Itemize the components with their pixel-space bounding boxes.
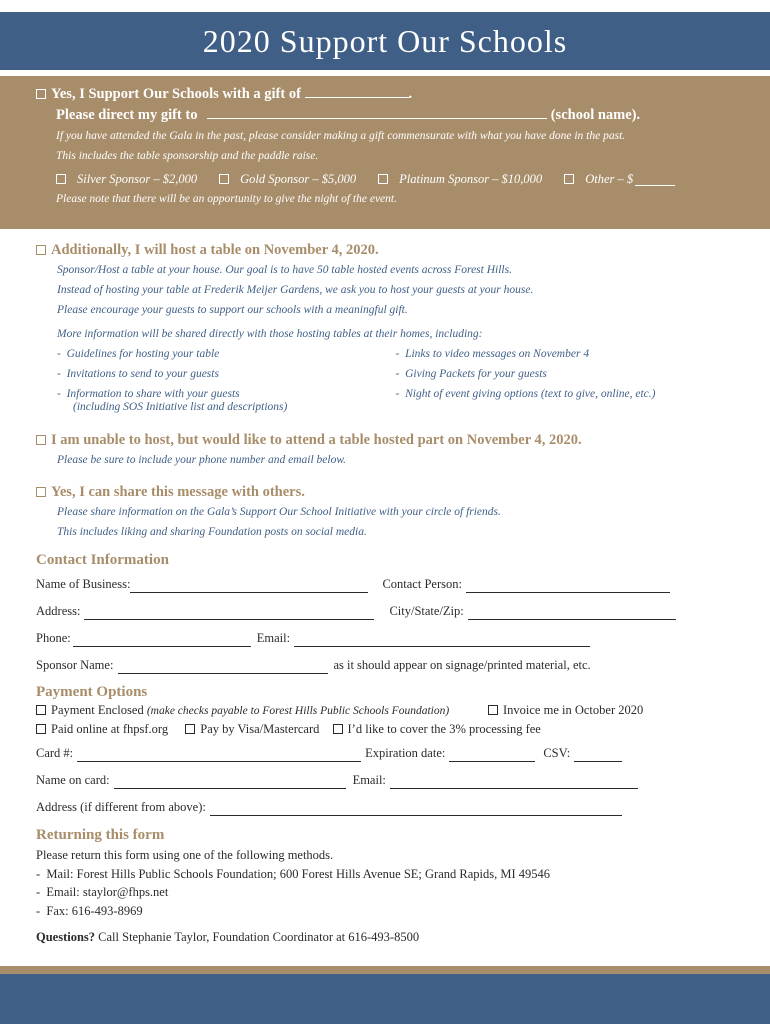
csv-label: CSV: (543, 746, 571, 760)
gift-note-1: If you have attended the Gala in the past, please consider making a gift commensurate with what you have done in the past. (56, 130, 626, 142)
host-checkbox[interactable] (36, 245, 46, 255)
contact-person-label: Contact Person: (382, 577, 462, 591)
host-line-1: Sponsor/Host a table at your house. Our goal is to have 50 table hosted events across Forest Hills. (57, 264, 512, 276)
bullet-text: Information to share with your guests (66, 388, 240, 400)
contact-heading: Contact Information (36, 552, 169, 568)
address-field[interactable] (84, 607, 374, 620)
share-checkbox[interactable] (36, 487, 46, 497)
bullet-subtext: (including SOS Initiative list and descriptions) (73, 401, 288, 413)
billing-address-field[interactable] (210, 803, 622, 816)
expiration-field[interactable] (449, 749, 535, 762)
option-label: Gold Sponsor – $5,000 (240, 172, 357, 186)
option-label: Other – $ (585, 172, 634, 186)
phone-field[interactable] (73, 634, 251, 647)
share-heading: Yes, I can share this message with others. (51, 484, 305, 500)
returning-intro: Please return this form using one of the following methods. (36, 848, 334, 862)
bullet-text: Links to video messages on November 4 (405, 348, 590, 360)
sponsor-name-tail: as it should appear on signage/printed material, etc. (333, 658, 591, 672)
share-line-2: This includes liking and sharing Foundation posts on social media. (57, 526, 367, 538)
gift-section (0, 76, 770, 229)
gift-note-2: This includes the table sponsorship and the paddle raise. (56, 150, 319, 162)
sponsor-name-label: Sponsor Name: (36, 658, 114, 672)
host-bullets (36, 344, 734, 414)
paid-online-checkbox[interactable] (36, 724, 46, 734)
payment-enclosed-checkbox[interactable] (36, 705, 46, 715)
gift-line1: Yes, I Support Our Schools with a gift of (51, 86, 301, 102)
contact-person-field[interactable] (466, 580, 670, 593)
header-band (0, 12, 770, 70)
visa-checkbox[interactable] (185, 724, 195, 734)
return-method-mail: Mail: Forest Hills Public Schools Foundation; 600 Forest Hills Avenue SE; Grand Rapids, MI 49546 (46, 866, 551, 881)
card-field[interactable] (77, 749, 361, 762)
host-line-2: Instead of hosting your table at Frederik Meijer Gardens, we ask you to host your guests at your house. (57, 284, 534, 296)
billing-address-label: Address (if different from above): (36, 800, 206, 814)
email-field[interactable] (294, 634, 590, 647)
email-label: Email: (256, 631, 291, 645)
share-line-1: Please share information on the Gala’s Support Our School Initiative with your circle of friends. (57, 506, 501, 518)
sponsor-options (36, 172, 770, 187)
sponsor-option-other[interactable] (564, 172, 675, 187)
checkbox[interactable] (378, 174, 388, 184)
host-line-3: Please encourage your guests to support our schools with a meaningful gift. (57, 304, 408, 316)
dash: - (36, 885, 41, 899)
payment-section (36, 684, 734, 821)
page-title: 2020 Support Our Schools (202, 22, 568, 59)
bullet-text: Guidelines for hosting your table (66, 348, 220, 360)
sponsor-name-field[interactable] (118, 661, 328, 674)
dash: - (57, 368, 61, 380)
attend-note: Please be sure to include your phone number and email below. (57, 454, 347, 466)
host-line-4: More information will be shared directly with those hosting tables at their homes, including: (57, 328, 483, 340)
business-label: Name of Business: (36, 577, 131, 591)
list-item (396, 364, 735, 384)
dash: - (395, 388, 400, 400)
card-email-field[interactable] (390, 776, 638, 789)
attend-section (36, 430, 734, 470)
bottom-stripe (0, 966, 770, 974)
gift-checkbox[interactable] (36, 89, 46, 99)
other-amount-field[interactable] (635, 173, 675, 186)
bullet-text: Giving Packets for your guests (405, 368, 547, 380)
host-heading: Additionally, I will host a table on November 4, 2020. (51, 242, 379, 258)
csv-field[interactable] (574, 749, 622, 762)
fee-checkbox[interactable] (333, 724, 343, 734)
payment-enclosed-note: (make checks payable to Forest Hills Public Schools Foundation) (146, 705, 450, 717)
list-item (57, 344, 396, 364)
questions-label: Questions? (36, 930, 96, 944)
attend-heading: I am unable to host, but would like to attend a table hosted part on November 4, 2020. (51, 432, 582, 448)
option-label: Platinum Sponsor – $10,000 (399, 172, 543, 186)
payment-enclosed-label: Payment Enclosed (51, 703, 144, 717)
checkbox[interactable] (564, 174, 574, 184)
dash: - (57, 388, 61, 400)
list-item (36, 883, 734, 902)
card-email-label: Email: (352, 773, 386, 787)
fee-label: I’d like to cover the 3% processing fee (347, 722, 541, 736)
footer-band (0, 974, 770, 1024)
contact-section (36, 552, 734, 679)
checkbox[interactable] (219, 174, 229, 184)
payment-heading: Payment Options (36, 684, 148, 700)
checkbox[interactable] (56, 174, 66, 184)
dash: - (395, 348, 400, 360)
questions-text: Call Stephanie Taylor, Foundation Coordinator at 616-493-8500 (98, 930, 420, 944)
share-section (36, 482, 734, 542)
sponsor-option-silver[interactable] (56, 172, 197, 187)
sponsor-option-platinum[interactable] (378, 172, 542, 187)
gift-note-3: Please note that there will be an opportunity to give the night of the event. (56, 193, 397, 205)
list-item (36, 865, 734, 884)
gift-line2-end: (school name). (550, 107, 641, 123)
top-strip (0, 0, 770, 12)
visa-label: Pay by Visa/Mastercard (200, 722, 320, 736)
list-item (57, 364, 396, 384)
paid-online-label: Paid online at fhpsf.org (51, 722, 169, 736)
address-label: Address: (36, 604, 81, 618)
name-on-card-field[interactable] (114, 776, 346, 789)
dash: - (57, 348, 61, 360)
city-label: City/State/Zip: (389, 604, 464, 618)
bullet-text: Night of event giving options (text to give, online, etc.) (405, 388, 656, 400)
list-item (396, 344, 735, 364)
gift-line2: Please direct my gift to (56, 107, 198, 123)
sponsor-option-gold[interactable] (219, 172, 356, 187)
list-item (396, 384, 735, 404)
returning-section (36, 827, 734, 947)
city-field[interactable] (468, 607, 676, 620)
name-on-card-label: Name on card: (36, 773, 110, 787)
dash: - (36, 866, 41, 881)
return-method-email[interactable]: Email: staylor@fhps.net (46, 885, 169, 899)
host-section (36, 240, 734, 414)
invoice-label: Invoice me in October 2020 (503, 703, 644, 717)
gift-amount-field[interactable] (305, 85, 409, 98)
gift-line1-end: . (408, 86, 413, 102)
school-name-field[interactable] (207, 106, 547, 119)
dash: - (36, 903, 41, 918)
card-label: Card #: (36, 746, 74, 760)
dash: - (395, 368, 400, 380)
returning-heading: Returning this form (36, 827, 165, 843)
business-field[interactable] (130, 580, 368, 593)
option-label: Silver Sponsor – $2,000 (77, 172, 198, 186)
expiration-label: Expiration date: (365, 746, 446, 760)
attend-checkbox[interactable] (36, 435, 46, 445)
bullet-text: Invitations to send to your guests (66, 368, 219, 380)
list-item (36, 902, 734, 921)
invoice-checkbox[interactable] (488, 705, 498, 715)
return-method-fax: Fax: 616-493-8969 (46, 903, 143, 918)
phone-label: Phone: (36, 631, 71, 645)
